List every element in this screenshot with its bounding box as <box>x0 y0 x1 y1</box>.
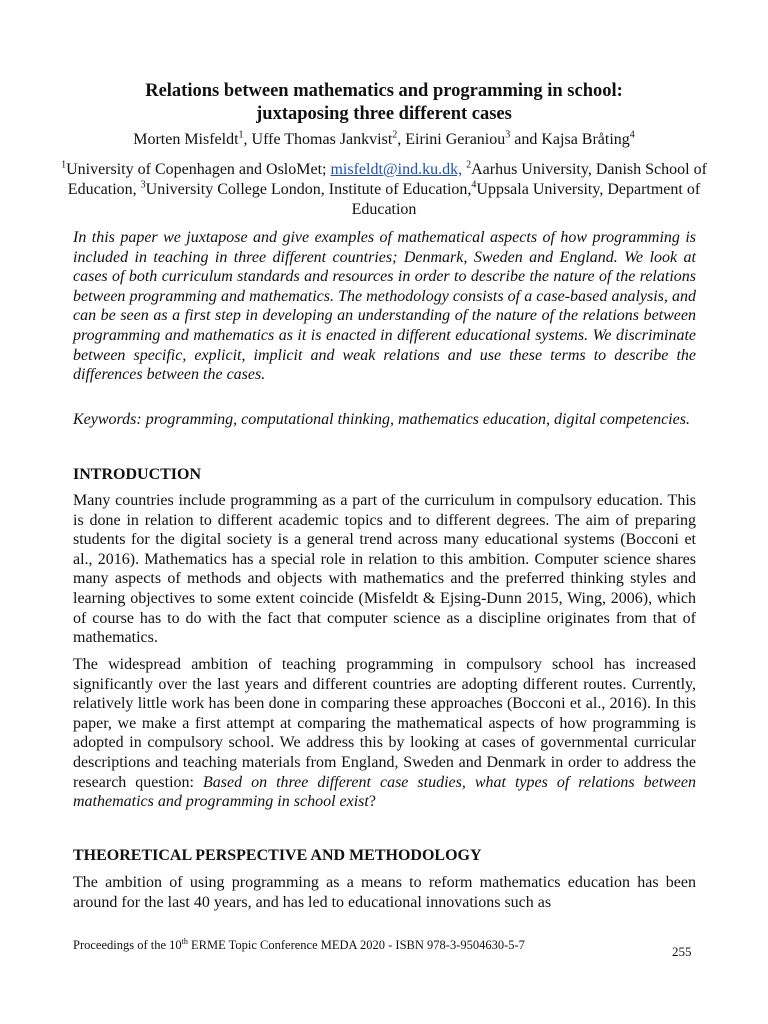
affil-2-text: Aarhus University, Danish School of Education, <box>67 161 707 198</box>
intro-paragraph-1: Many countries include programming as a part of the curriculum in compulsory education. This is done in relation to different academic topics and to different degrees. The aim of preparing students for the digital society is a general trend across many educational systems (Bocconi et al., 2016). Mathematics has a special role in relation to this ambition. Computer science shares many aspects of methods and objects with mathematics and the preferred thinking styles and learning objectives to some extent coincide (Misfeldt & Ejsing-Dunn 2015, Wing, 2006), which of course has to do with the fact that computer science as a discipline originates from that of mathematics. <box>73 492 696 647</box>
abstract: In this paper we juxtapose and give examples of mathematical aspects of how programming is included in teaching in three different countries; Denmark, Sweden and England. We look at cases of both curriculum standards and resources in order to describe the nature of the relations between programming and mathematics. The methodology consists of a case-based analysis, and can be seen as a first step in developing an understanding of the nature of the relations between programming and mathematics as it is enacted in different educational systems. We discriminate between specific, explicit, implicit and weak relations and use these terms to describe the differences between the cases. <box>73 229 696 384</box>
author-list <box>40 130 728 150</box>
affil-3-mark: 3 <box>140 179 146 191</box>
author-conjunction: and <box>510 131 542 148</box>
research-question-end: ? <box>368 793 376 811</box>
affil-4-text: Uppsala University, Department of Education <box>351 181 701 218</box>
author-email-link[interactable]: misfeldt@ind.ku.dk, <box>330 161 463 178</box>
author-separator: , <box>397 131 406 148</box>
affil-2-mark: 2 <box>466 159 472 171</box>
footer-text-b: ERME Topic Conference MEDA 2020 - ISBN 978-3-9504630-5-7 <box>187 938 525 952</box>
author-3-affil-mark: 3 <box>505 129 511 141</box>
author-1-affil-mark: 1 <box>238 129 244 141</box>
author-4-affil-mark: 4 <box>629 129 635 141</box>
affil-4-mark: 4 <box>471 179 477 191</box>
affil-3-text: University College London, Institute of Education, <box>145 181 472 198</box>
author-separator: , <box>243 131 252 148</box>
author-2: Uffe Thomas Jankvist <box>251 131 393 148</box>
section-heading-theory: THEORETICAL PERSPECTIVE AND METHODOLOGY <box>73 847 482 864</box>
author-2-affil-mark: 2 <box>392 129 398 141</box>
author-1: Morten Misfeldt <box>133 131 239 148</box>
section-heading-introduction: INTRODUCTION <box>73 466 202 483</box>
affiliations <box>60 160 708 220</box>
paper-title <box>60 80 708 126</box>
author-3: Eirini Geraniou <box>405 131 506 148</box>
affil-1-mark: 1 <box>61 159 67 171</box>
title-line-2: juxtaposing three different cases <box>256 104 512 124</box>
theory-paragraph-1: The ambition of using programming as a means to reform mathematics education has been around for the last 40 years, and has led to educational innovations such as <box>73 874 696 911</box>
footer-ordinal: th <box>181 936 188 946</box>
page-number: 255 <box>672 944 692 959</box>
title-line-1: Relations between mathematics and programming in school: <box>145 81 623 101</box>
keywords: Keywords: programming, computational thinking, mathematics education, digital competencies. <box>73 411 690 428</box>
footer-text-a: Proceedings of the 10 <box>73 938 182 952</box>
page-footer <box>73 937 525 953</box>
author-4: Kajsa Bråting <box>541 131 630 148</box>
intro-paragraph-2 <box>73 655 696 812</box>
affil-1-text: University of Copenhagen and OsloMet; <box>66 161 331 178</box>
intro-paragraph-2-text: The widespread ambition of teaching programming in compulsory school has increased significantly over the last years and different countries are adopting different routes. Currently, relatively little work has been done in comparing these approaches (Bocconi et al., 2016). In this paper, we make a first attempt at comparing the mathematical aspects of how programming is adopted in compulsory school. We address this by looking at cases of governmental curricular descriptions and teaching materials from England, Sweden and Denmark in order to address the research question: <box>73 656 696 791</box>
research-question: Based on three different case studies, what types of relations between mathematics and programming in school exist <box>73 773 697 811</box>
